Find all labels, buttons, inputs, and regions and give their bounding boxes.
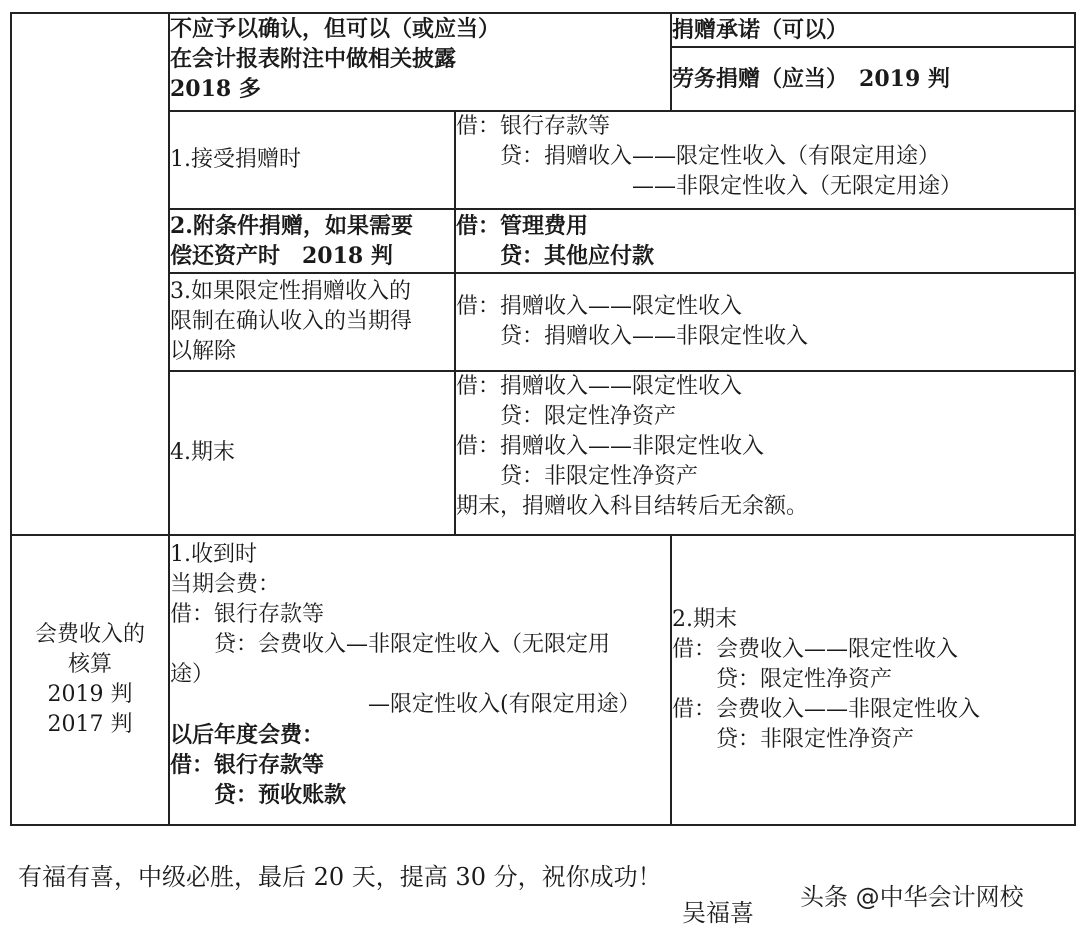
row-3-entries	[455, 273, 1075, 371]
blank-left-cell	[11, 13, 169, 535]
row-4-entries	[455, 371, 1075, 535]
row-4-label-line: 4.期末	[170, 440, 235, 465]
row-3-label-line: 以解除	[170, 339, 237, 364]
fee-period-end-line: 贷：非限定性净资产	[672, 727, 915, 752]
row-3-label	[169, 273, 455, 371]
disclosure-line-3: 2018 多	[170, 76, 261, 102]
row-2-entries	[455, 209, 1075, 273]
row-2-label-line: 偿还资产时 2018 判	[170, 243, 393, 269]
row-1-entry: 贷：捐赠收入——限定性收入（有限定用途）	[456, 144, 941, 169]
disclosure-line-1: 不应予以确认，但可以（或应当）	[170, 16, 501, 42]
row-4-label	[169, 371, 455, 535]
row-2-label-line: 2.附条件捐赠，如果需要	[170, 213, 413, 239]
pledge-labor-cell	[671, 13, 1075, 111]
fee-label-line: 核算	[67, 652, 112, 677]
row-2-entry: 贷：其他应付款	[456, 243, 655, 269]
fee-receive-line: 途）	[170, 662, 215, 687]
fee-receive-line: —限定性收入(有限定用途）	[170, 692, 641, 717]
row-3-entry: 贷：捐赠收入——非限定性收入	[456, 324, 809, 349]
row-4-entry: 借：捐赠收入——非限定性收入	[456, 434, 765, 459]
fee-label-line: 会费收入的	[34, 622, 145, 647]
fee-later-line: 贷：预收账款	[170, 782, 347, 808]
row-4-entry: 贷：限定性净资产	[456, 404, 677, 429]
row-3-label-line: 3.如果限定性捐赠收入的	[170, 279, 411, 304]
fee-later-line: 以后年度会费：	[170, 722, 325, 748]
row-4-entry: 借：捐赠收入——限定性收入	[456, 374, 743, 399]
footer-message: 有福有喜，中级必胜，最后 20 天，提高 30 分，祝你成功！	[18, 863, 662, 891]
accounting-table	[10, 12, 1076, 826]
fee-label-cell	[11, 535, 169, 825]
labor-cell	[672, 47, 1074, 110]
fee-label-line: 2017 判	[47, 712, 133, 737]
row-3-label-line: 限制在确认收入的当期得	[170, 309, 413, 334]
row-4-entry: 期末，捐赠收入科目结转后无余额。	[456, 494, 809, 519]
fee-period-end-line: 2.期末	[672, 607, 738, 632]
fee-receive-line: 借：银行存款等	[170, 602, 325, 627]
fee-receive-cell	[169, 535, 671, 825]
fee-period-end-line: 借：会费收入——非限定性收入	[672, 697, 981, 722]
row-1-entry: ——非限定性收入（无限定用途）	[456, 174, 963, 199]
fee-receive-line: 贷：会费收入—非限定性收入（无限定用	[170, 632, 611, 657]
fee-period-end-line: 贷：限定性净资产	[672, 667, 893, 692]
row-4-entry: 贷：非限定性净资产	[456, 464, 699, 489]
row-1-label	[169, 111, 455, 209]
disclosure-cell	[169, 13, 671, 111]
fee-period-end-cell	[671, 535, 1075, 825]
disclosure-line-2: 在会计报表附注中做相关披露	[170, 46, 457, 72]
fee-period-end-line: 借：会费收入——限定性收入	[672, 637, 959, 662]
fee-label-line: 2019 判	[47, 682, 133, 707]
row-1-entry: 借：银行存款等	[456, 114, 611, 139]
row-2-label	[169, 209, 455, 273]
fee-receive-line: 1.收到时	[170, 542, 257, 567]
fee-later-line: 借：银行存款等	[170, 752, 325, 778]
fee-receive-line: 当期会费：	[170, 572, 281, 597]
signature: 吴福喜	[682, 899, 754, 927]
row-1-label-line: 1.接受捐赠时	[170, 147, 301, 172]
row-2-entry: 借：管理费用	[456, 213, 589, 239]
pledge-text: 捐赠承诺（可以）	[672, 17, 849, 43]
labor-text: 劳务捐赠（应当） 2019 判	[672, 66, 950, 92]
row-3-entry: 借：捐赠收入——限定性收入	[456, 294, 743, 319]
row-1-entries	[455, 111, 1075, 209]
pledge-cell	[672, 14, 1074, 47]
watermark: 头条 @中华会计网校	[800, 883, 1024, 911]
